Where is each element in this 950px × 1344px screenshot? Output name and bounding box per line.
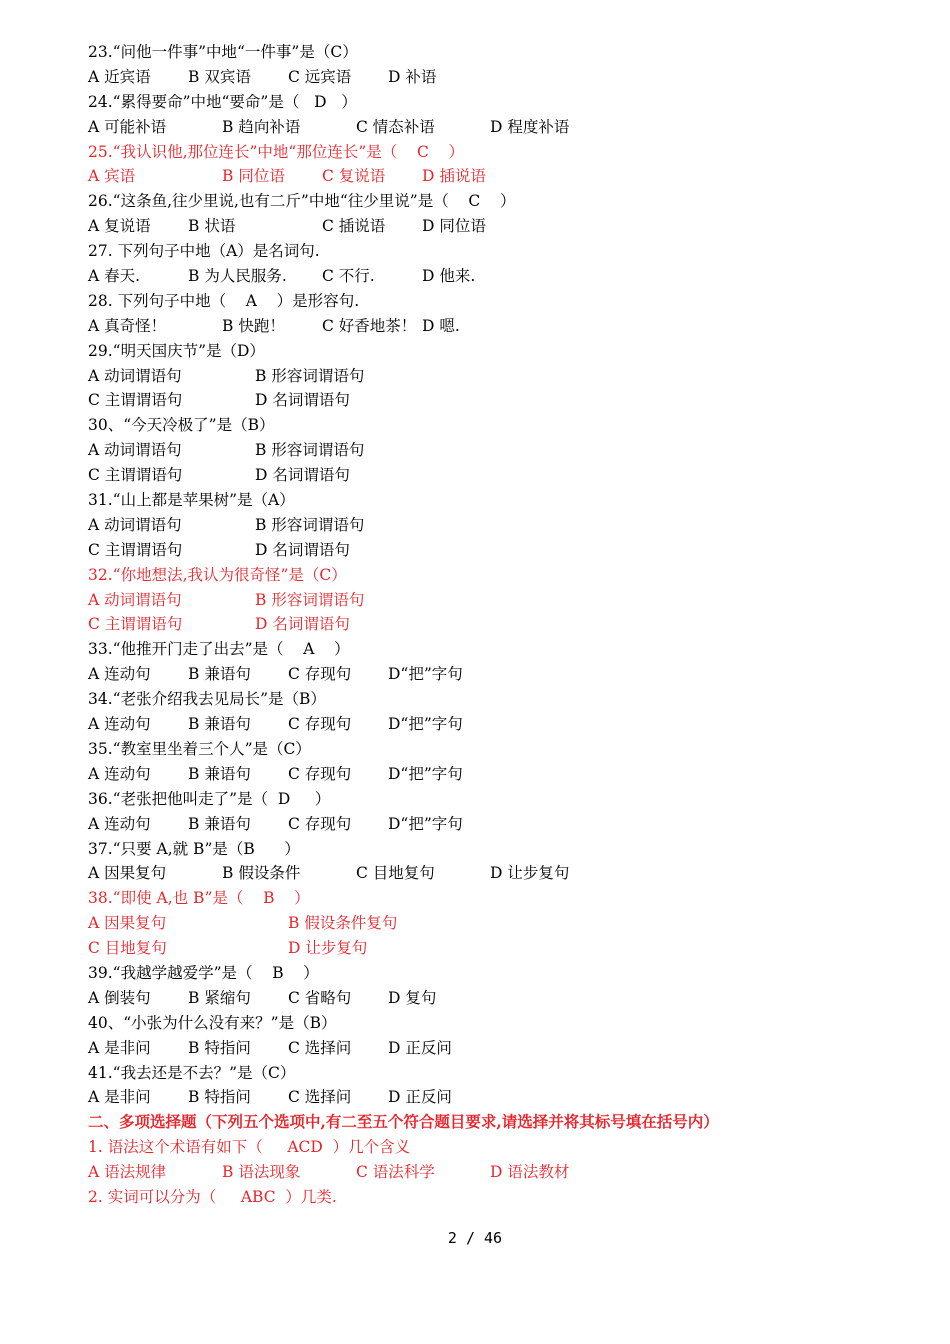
options-row [88,364,888,389]
option-item: A 复说语 [88,217,151,236]
option-item: B 形容词谓语句 [255,441,365,460]
question-text: 33.“他推开门走了出去”是（ A ） [88,640,350,659]
options-row [88,115,888,140]
option-item: A 动词谓语句 [88,441,182,460]
options-row [88,214,888,239]
option-item: A 语法规律 [88,1163,167,1182]
option-item: B 特指问 [188,1088,251,1107]
option-item: A 真奇怪！ [88,316,167,335]
option-item: D 让步复句 [490,864,570,883]
option-item: D“把”字句 [388,814,463,833]
option-item: A 倒装句 [88,988,151,1007]
option-item: A 可能补语 [88,117,167,136]
option-item: C 语法科学 [356,1163,435,1182]
option-item: B 双宾语 [188,67,251,86]
option-item: B 形容词谓语句 [255,590,365,609]
question-text: 25.“我认识他,那位连长”中地“那位连长”是（ C ） [88,142,465,161]
option-item: B 特指问 [188,1038,251,1057]
option-item: C 存现句 [288,814,352,833]
options-row [88,588,888,613]
options-row [88,463,888,488]
options-row [88,936,888,961]
question-text: 38.“即使 A,也 B”是（ B ） [88,889,310,908]
options-row [88,712,888,737]
option-item: A 连动句 [88,814,151,833]
option-item: B 形容词谓语句 [255,515,365,534]
option-item: C 目地复句 [88,939,167,958]
option-item: D 语法教材 [490,1163,570,1182]
option-item: D 复句 [388,988,437,1007]
option-item: C 选择问 [288,1088,352,1107]
option-item: D 他来. [422,267,476,286]
option-item: D 同位语 [422,217,486,236]
option-item: A 动词谓语句 [88,590,182,609]
option-item: A 因果复句 [88,864,167,883]
option-item: C 存现句 [288,764,352,783]
question-text: 31.“山上都是苹果树”是（A） [88,491,295,510]
option-item: B 状语 [188,217,236,236]
option-item: C 主谓谓语句 [88,391,183,410]
options-row [88,1036,888,1061]
question-text: 24.“累得要命”中地“要命”是（ D ） [88,92,357,111]
question-text: 32.“你地想法,我认为很奇怪”是（C） [88,565,347,584]
question-text: 39.“我越学越爱学”是（ B ） [88,963,319,982]
page-number: 2 / 46 [447,1229,503,1247]
option-item: C 存现句 [288,715,352,734]
document-page [88,40,888,1210]
option-item: C 目地复句 [356,864,435,883]
option-item: C 不行. [322,267,375,286]
option-item: B 为人民服务. [188,267,287,286]
option-item: A 连动句 [88,665,151,684]
option-item: B 兼语句 [188,665,251,684]
option-item: D“把”字句 [388,715,463,734]
option-item: B 趋向补语 [222,117,301,136]
options-row [88,388,888,413]
option-item: A 是非问 [88,1038,151,1057]
option-item: C 主谓谓语句 [88,466,183,485]
options-row [88,812,888,837]
option-item: C 远宾语 [288,67,352,86]
option-item: D 让步复句 [288,939,368,958]
option-item: C 省略句 [288,988,352,1007]
options-row [88,986,888,1011]
options-row [88,861,888,886]
options-row [88,911,888,936]
option-item: B 语法现象 [222,1163,301,1182]
option-item: B 假设条件复句 [288,914,398,933]
options-row [88,438,888,463]
option-item: B 兼语句 [188,715,251,734]
question-text: 36.“老张把他叫走了”是（ D ） [88,789,331,808]
option-item: C 情态补语 [356,117,435,136]
option-item: C 复说语 [322,167,386,186]
option-item: B 快跑！ [222,316,285,335]
options-row [88,65,888,90]
option-item: A 因果复句 [88,914,167,933]
option-item: D 正反问 [388,1038,452,1057]
options-row [88,1085,888,1110]
question-text: 37.“只要 A,就 B”是（B ） [88,839,300,858]
option-item: D“把”字句 [388,764,463,783]
option-item: D 插说语 [422,167,486,186]
question-text: 35.“教室里坐着三个人”是（C） [88,739,311,758]
option-item: A 连动句 [88,764,151,783]
option-item: B 假设条件 [222,864,301,883]
option-item: B 形容词谓语句 [255,366,365,385]
options-row [88,264,888,289]
option-item: C 好香地茶！ [322,316,417,335]
option-item: C 主谓谓语句 [88,540,183,559]
option-item: A 近宾语 [88,67,151,86]
question-text: 2. 实词可以分为（ ABC ）几类. [88,1187,337,1206]
section-heading: 二、多项选择题（下列五个选项中,有二至五个符合题目要求,请选择并将其标号填在括号内） [88,1112,719,1132]
question-text: 40、“小张为什么没有来？”是（B） [88,1013,337,1032]
option-item: D 名词谓语句 [255,466,350,485]
question-text: 26.“这条鱼,往少里说,也有二斤”中地“往少里说”是（ C ） [88,192,516,211]
options-row [88,164,888,189]
option-item: C 存现句 [288,665,352,684]
option-item: D 名词谓语句 [255,540,350,559]
option-item: C 选择问 [288,1038,352,1057]
option-item: D 程度补语 [490,117,570,136]
option-item: D 嗯. [422,316,460,335]
options-row [88,1160,888,1185]
question-text: 1. 语法这个术语有如下（ ACD ）几个含义 [88,1138,411,1157]
option-item: D 名词谓语句 [255,391,350,410]
options-row [88,762,888,787]
option-item: B 兼语句 [188,814,251,833]
options-row [88,314,888,339]
option-item: D 名词谓语句 [255,615,350,634]
question-text: 30、“今天冷极了”是（B） [88,416,275,435]
option-item: A 动词谓语句 [88,515,182,534]
option-item: B 兼语句 [188,764,251,783]
options-row [88,662,888,687]
option-item: C 插说语 [322,217,386,236]
option-item: B 紧缩句 [188,988,251,1007]
option-item: D“把”字句 [388,665,463,684]
question-text: 41.“我去还是不去？”是（C） [88,1063,296,1082]
option-item: A 动词谓语句 [88,366,182,385]
question-text: 27. 下列句子中地（A）是名词句. [88,242,320,261]
question-text: 34.“老张介绍我去见局长”是（B） [88,690,326,709]
option-item: A 连动句 [88,715,151,734]
option-item: A 春天. [88,267,141,286]
option-item: B 同位语 [222,167,285,186]
option-item: D 补语 [388,67,437,86]
question-text: 28. 下列句子中地（ A ）是形容句. [88,291,360,310]
options-row [88,538,888,563]
option-item: D 正反问 [388,1088,452,1107]
question-text: 29.“明天国庆节”是（D） [88,341,265,360]
options-row [88,513,888,538]
option-item: A 是非问 [88,1088,151,1107]
options-row [88,612,888,637]
question-text: 23.“问他一件事”中地“一件事”是（C） [88,43,358,61]
option-item: A 宾语 [88,167,136,186]
option-item: C 主谓谓语句 [88,615,183,634]
